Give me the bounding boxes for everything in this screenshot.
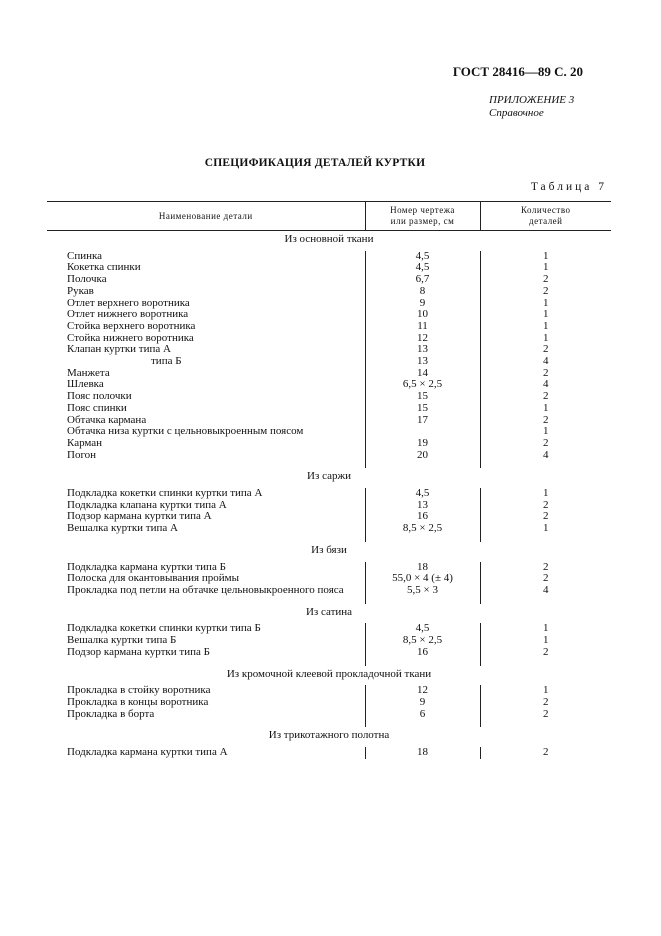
gap-cell xyxy=(480,535,611,542)
quantity-cell: 1 xyxy=(480,523,611,535)
col-number-line1: Номер чертежа xyxy=(390,205,455,215)
section-title: Из основной ткани xyxy=(284,233,374,245)
table-row xyxy=(47,286,611,298)
drawing-number-cell: 9 xyxy=(365,298,480,310)
drawing-number-cell: 13 xyxy=(365,356,480,368)
table-row xyxy=(47,647,611,659)
section-title: Из бязи xyxy=(311,543,347,556)
quantity-cell: 1 xyxy=(480,309,611,321)
drawing-number-cell: 6 xyxy=(365,709,480,721)
gap-cell xyxy=(365,659,480,666)
drawing-number-cell: 8,5 × 2,5 xyxy=(365,635,480,647)
quantity-cell: 4 xyxy=(480,450,611,462)
section-title: Из сатина xyxy=(305,605,353,618)
drawing-number-cell: 15 xyxy=(365,391,480,403)
gap-cell xyxy=(47,597,365,604)
quantity-cell: 1 xyxy=(480,635,611,647)
drawing-number-cell: 20 xyxy=(365,450,480,462)
quantity-cell: 1 xyxy=(480,623,611,635)
drawing-number-cell: 8 xyxy=(365,286,480,298)
quantity-cell: 1 xyxy=(480,488,611,500)
section-row xyxy=(47,604,611,624)
table-row xyxy=(47,368,611,380)
quantity-cell: 1 xyxy=(480,403,611,415)
quantity-cell: 2 xyxy=(480,511,611,523)
drawing-number-cell: 19 xyxy=(365,438,480,450)
drawing-number-cell: 16 xyxy=(365,511,480,523)
section-gap xyxy=(47,461,611,468)
quantity-cell: 2 xyxy=(480,647,611,659)
table-row xyxy=(47,344,611,356)
gap-cell xyxy=(480,720,611,727)
drawing-number-cell: 15 xyxy=(365,403,480,415)
drawing-number-cell: 8,5 × 2,5 xyxy=(365,523,480,535)
quantity-cell: 2 xyxy=(480,562,611,574)
quantity-cell: 2 xyxy=(480,747,611,759)
part-name-cell: Прокладка в борта xyxy=(67,707,155,720)
gap-cell xyxy=(47,535,365,542)
quantity-cell: 2 xyxy=(480,415,611,427)
gap-cell xyxy=(47,461,365,468)
gap-cell xyxy=(47,720,365,727)
quantity-cell: 2 xyxy=(480,438,611,450)
quantity-cell: 2 xyxy=(480,391,611,403)
drawing-number-cell: 4,5 xyxy=(365,262,480,274)
part-name-cell: Шлевка xyxy=(67,378,104,391)
appendix-note: Справочное xyxy=(489,107,544,119)
part-name-cell: Вешалка куртки типа Б xyxy=(67,634,177,647)
col-qty-header xyxy=(480,202,611,231)
part-name-cell: Пояс спинки xyxy=(67,401,127,414)
quantity-cell: 2 xyxy=(480,274,611,286)
table-label: Таблица 7 xyxy=(530,181,607,193)
quantity-cell: 2 xyxy=(480,573,611,585)
part-name-cell: Прокладка в стойку воротника xyxy=(67,684,211,697)
part-name-cell: Пояс полочки xyxy=(67,390,132,403)
table-row xyxy=(47,747,611,759)
table-row xyxy=(47,450,611,462)
part-name-cell: типа Б xyxy=(151,355,182,368)
table-row xyxy=(47,697,611,709)
drawing-number-cell: 14 xyxy=(365,368,480,380)
quantity-cell: 2 xyxy=(480,344,611,356)
col-qty-line2: деталей xyxy=(529,216,563,226)
part-name-cell: Подкладка кармана куртки типа А xyxy=(67,746,228,759)
drawing-number-cell: 4,5 xyxy=(365,251,480,263)
part-name-cell: Обтачка низа куртки с цельновыкроенным поясом xyxy=(67,425,304,438)
part-name-cell: Полочка xyxy=(67,273,107,286)
section-gap xyxy=(47,535,611,542)
table-row xyxy=(47,262,611,274)
part-name-cell: Спинка xyxy=(67,249,103,262)
section-row xyxy=(47,231,611,251)
part-name-cell: Подкладка кокетки спинки куртки типа Б xyxy=(67,622,261,635)
gap-cell xyxy=(47,659,365,666)
part-name-cell: Манжета xyxy=(67,366,110,379)
drawing-number-cell: 16 xyxy=(365,647,480,659)
col-name-header: Наименование детали xyxy=(47,202,365,231)
quantity-cell: 1 xyxy=(480,321,611,333)
quantity-cell: 2 xyxy=(480,709,611,721)
table-header xyxy=(47,202,611,231)
section-row xyxy=(47,727,611,747)
part-name-cell: Клапан куртки типа А xyxy=(67,343,171,356)
drawing-number-cell: 13 xyxy=(365,344,480,356)
gap-cell xyxy=(480,461,611,468)
quantity-cell: 2 xyxy=(480,500,611,512)
part-name-cell: Подкладка клапана куртки типа А xyxy=(67,498,227,511)
drawing-number-cell: 10 xyxy=(365,309,480,321)
part-name-cell: Обтачка кармана xyxy=(67,413,147,426)
drawing-number-cell: 18 xyxy=(365,747,480,759)
gost-header: ГОСТ 28416—89 С. 20 xyxy=(452,64,583,79)
quantity-cell: 2 xyxy=(480,286,611,298)
table-row xyxy=(47,356,611,368)
quantity-cell: 1 xyxy=(480,251,611,263)
quantity-cell: 1 xyxy=(480,333,611,345)
gap-cell xyxy=(480,659,611,666)
table-body xyxy=(47,231,611,759)
gap-cell xyxy=(365,461,480,468)
drawing-number-cell: 17 xyxy=(365,415,480,427)
drawing-number-cell: 9 xyxy=(365,697,480,709)
quantity-cell: 2 xyxy=(480,697,611,709)
quantity-cell: 4 xyxy=(480,379,611,391)
part-name-cell: Подкладка кармана куртки типа Б xyxy=(67,560,226,573)
quantity-cell: 1 xyxy=(480,262,611,274)
part-name-cell: Прокладка в концы воротника xyxy=(67,695,209,708)
drawing-number-cell: 4,5 xyxy=(365,488,480,500)
section-gap xyxy=(47,659,611,666)
drawing-number-cell: 4,5 xyxy=(365,623,480,635)
drawing-number-cell: 12 xyxy=(365,685,480,697)
quantity-cell: 1 xyxy=(480,298,611,310)
part-name-cell: Кокетка спинки xyxy=(67,261,141,274)
gap-cell xyxy=(365,535,480,542)
gap-cell xyxy=(365,597,480,604)
table-row xyxy=(47,403,611,415)
part-name-cell: Подзор кармана куртки типа А xyxy=(67,510,212,523)
quantity-cell: 4 xyxy=(480,356,611,368)
col-number-line2: или размер, см xyxy=(390,216,455,226)
section-title: Из кромочной клеевой прокладочной ткани xyxy=(226,667,432,680)
table-row xyxy=(47,274,611,286)
drawing-number-cell: 5,5 × 3 xyxy=(365,585,480,597)
section-row xyxy=(47,468,611,488)
part-name-cell: Подкладка кокетки спинки куртки типа А xyxy=(67,487,263,500)
appendix-block xyxy=(489,94,574,120)
part-name-cell: Подзор кармана куртки типа Б xyxy=(67,645,210,658)
section-title: Из саржи xyxy=(307,470,351,483)
part-name-cell: Полоска для окантовывания проймы xyxy=(67,572,239,585)
quantity-cell: 1 xyxy=(480,426,611,438)
part-name-cell: Отлет верхнего воротника xyxy=(67,296,190,309)
part-name-cell: Погон xyxy=(67,448,97,461)
col-number-header xyxy=(365,202,480,231)
drawing-number-cell: 11 xyxy=(365,321,480,333)
part-name-cell: Карман xyxy=(67,436,103,449)
section-row xyxy=(47,542,611,562)
drawing-number-cell: 12 xyxy=(365,333,480,345)
quantity-cell: 1 xyxy=(480,685,611,697)
section-gap xyxy=(47,720,611,727)
quantity-cell: 2 xyxy=(480,368,611,380)
col-qty-line1: Количество xyxy=(520,205,571,215)
part-name-cell: Стойка верхнего воротника xyxy=(67,319,196,332)
gap-cell xyxy=(365,720,480,727)
table-row xyxy=(47,523,611,535)
section-title: Из трикотажного полотна xyxy=(268,729,390,742)
gap-cell xyxy=(480,597,611,604)
table-row xyxy=(47,585,611,597)
table-row xyxy=(47,426,611,438)
drawing-number-cell: 18 xyxy=(365,562,480,574)
part-name-cell: Отлет нижнего воротника xyxy=(67,308,189,321)
drawing-number-cell: 13 xyxy=(365,500,480,512)
part-name-cell: Вешалка куртки типа А xyxy=(67,522,178,535)
drawing-number-cell: 6,7 xyxy=(365,274,480,286)
table-row xyxy=(47,438,611,450)
part-name-cell: Рукав xyxy=(67,284,94,297)
spec-table xyxy=(47,201,611,759)
table-row xyxy=(47,709,611,721)
part-name-cell: Прокладка под петли на обтачке цельновыкроенного пояса xyxy=(67,583,344,596)
table-row xyxy=(47,321,611,333)
drawing-number-cell: 55,0 × 4 (± 4) xyxy=(365,573,480,585)
table-row xyxy=(47,488,611,500)
quantity-cell: 4 xyxy=(480,585,611,597)
appendix-title: ПРИЛОЖЕНИЕ 3 xyxy=(489,94,575,106)
section-row xyxy=(47,666,611,686)
drawing-number-cell: 6,5 × 2,5 xyxy=(365,379,480,391)
table-row xyxy=(47,391,611,403)
document-title: СПЕЦИФИКАЦИЯ ДЕТАЛЕЙ КУРТКИ xyxy=(204,157,426,169)
section-gap xyxy=(47,597,611,604)
part-name-cell: Стойка нижнего воротника xyxy=(67,331,194,344)
